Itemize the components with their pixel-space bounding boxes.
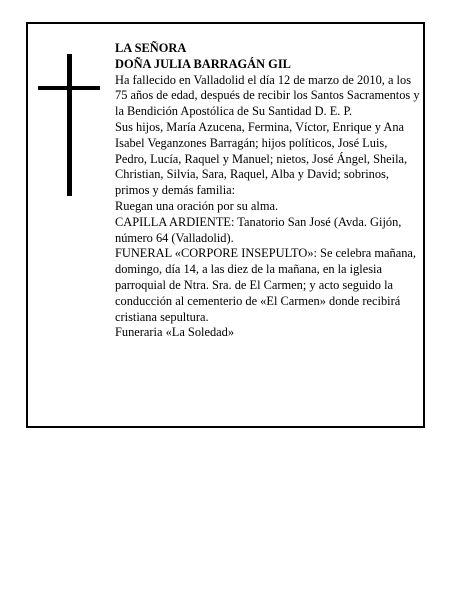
prayer-request: Ruegan una oración por su alma.: [115, 198, 279, 213]
funeral-home: Funeraria «La Soledad»: [115, 325, 235, 340]
funeral-chapel: CAPILLA ARDIENTE: Tanatorio San José (Avda. Gijón, número 64 (Valladolid).: [115, 214, 402, 245]
notice-title-line1: LA SEÑORA: [115, 41, 187, 55]
notice-text: [115, 41, 421, 341]
obituary-notice: [26, 22, 425, 428]
cross-horizontal-bar: [38, 86, 100, 90]
cross-vertical-bar: [67, 54, 72, 196]
death-announcement: Ha fallecido en Valladolid el día 12 de marzo de 2010, a los 75 años de edad, después de recibir los Santos Sacramentos y la Bendición Apostólica de Su Santidad D. E. P.: [115, 72, 420, 119]
funeral-mass: FUNERAL «CORPORE INSEPULTO»: Se celebra mañana, domingo, día 14, a las diez de la mañana, en la iglesia parroquial de Ntra. Sra. de El Carmen; y acto seguido la conducción al cementerio de «El Carmen» donde recibirá cristiana sepultura.: [115, 246, 417, 324]
deceased-name: DOÑA JULIA BARRAGÁN GIL: [115, 56, 291, 71]
family-list: Sus hijos, María Azucena, Fermina, Víctor, Enrique y Ana Isabel Veganzones Barragán; hijos políticos, José Luis, Pedro, Lucía, Raquel y Manuel; nietos, José Ángel, Sheila, Christian, Silvia, Sara, Raquel, Alba y David; sobrinos, primos y demás familia:: [115, 119, 408, 198]
